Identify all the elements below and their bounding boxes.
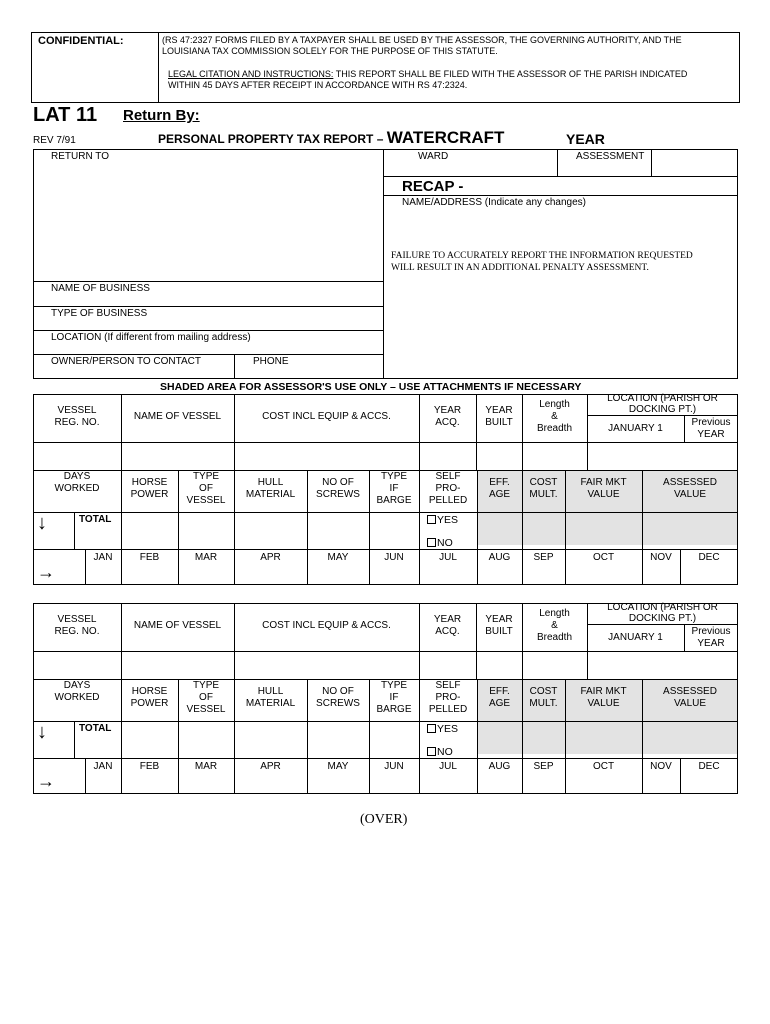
month-9-label: SEP xyxy=(533,761,554,772)
no-label: NO xyxy=(437,746,453,758)
cost-mult-label-2: MULT. xyxy=(529,489,558,500)
month-10-label: OCT xyxy=(592,761,615,772)
type-vessel-label-3: VESSEL xyxy=(186,495,226,506)
penalty-warning-1: FAILURE TO ACCURATELY REPORT THE INFORMATION REQUESTED xyxy=(391,251,693,261)
right-arrow-icon: → xyxy=(37,562,55,582)
month-9-label: SEP xyxy=(533,552,554,563)
month-7-label: JUL xyxy=(439,761,457,772)
vessel-reg-no-label: VESSEL xyxy=(57,405,97,416)
fair-market-value-label-2: VALUE xyxy=(587,698,620,709)
assessed-value-label: ASSESSED xyxy=(663,686,717,697)
return-to-label: RETURN TO xyxy=(51,151,109,162)
phone-field[interactable]: PHONE xyxy=(253,356,289,367)
recap-label: RECAP - xyxy=(402,178,464,195)
screws-label-2: SCREWS xyxy=(316,489,360,500)
previous-year-label-2: YEAR xyxy=(697,429,725,440)
month-2-label: FEB xyxy=(139,761,160,772)
previous-year-label: Previous xyxy=(691,417,731,428)
type-vessel-label: TYPE xyxy=(192,471,220,482)
length-breadth-label-3: Breadth xyxy=(536,632,573,643)
hull-material-label-2: MATERIAL xyxy=(245,489,296,500)
month-12-label: DEC xyxy=(698,552,720,563)
year-acq-label-2: ACQ. xyxy=(435,417,460,428)
assessed-value-label: ASSESSED xyxy=(663,477,717,488)
horse-power-label-2: POWER xyxy=(130,489,169,500)
month-7-label: JUL xyxy=(439,552,457,563)
yes-checkbox-icon xyxy=(427,515,436,524)
previous-year-label: Previous xyxy=(691,626,731,637)
month-8-label: AUG xyxy=(488,761,511,772)
form-title xyxy=(158,128,504,151)
name-address-label: NAME/ADDRESS (Indicate any changes) xyxy=(402,197,586,208)
cost-mult-label: COST xyxy=(529,477,558,488)
days-worked-label: DAYS xyxy=(63,471,91,482)
ward-label: WARD xyxy=(418,151,449,162)
horse-power-label: HORSE xyxy=(131,686,168,697)
form-title-main: WATERCRAFT xyxy=(386,128,505,147)
month-3-label: MAR xyxy=(194,761,218,772)
cost-mult-label-2: MULT. xyxy=(529,698,558,709)
yes-label: YES xyxy=(437,514,459,526)
eff-age-label: EFF. xyxy=(489,686,510,697)
form-code: LAT 11 xyxy=(33,104,98,126)
month-4-label: APR xyxy=(260,761,281,772)
year-built-label: YEAR xyxy=(485,614,513,625)
previous-year-label-2: YEAR xyxy=(697,638,725,649)
vessel-reg-no-label: VESSEL xyxy=(57,614,97,625)
name-of-business-field[interactable]: NAME OF BUSINESS xyxy=(51,283,150,294)
location-parish-label-2: DOCKING PT.) xyxy=(628,404,697,415)
month-6-label: JUN xyxy=(384,552,404,563)
self-propelled-label: SELF xyxy=(435,680,461,691)
vessel-name-label: NAME OF VESSEL xyxy=(133,620,222,631)
no-checkbox-icon xyxy=(427,747,436,756)
type-vessel-label-2: OF xyxy=(199,692,213,703)
yes-checkbox-icon xyxy=(427,724,436,733)
year-label: YEAR xyxy=(566,131,605,147)
eff-age-label-2: AGE xyxy=(488,489,511,500)
fair-market-value-label: FAIR MKT xyxy=(580,477,627,488)
no-checkbox-icon xyxy=(427,538,436,547)
eff-age-label: EFF. xyxy=(489,477,510,488)
year-acq-label: YEAR xyxy=(433,405,462,416)
month-1-label: JAN xyxy=(93,552,113,563)
self-propelled-label-2: PRO- xyxy=(435,483,461,494)
length-breadth-label-2: & xyxy=(551,411,558,422)
legal-text: THIS REPORT SHALL BE FILED WITH THE ASSESSOR OF THE PARISH INDICATED xyxy=(333,69,688,79)
self-propelled-yes-checkbox[interactable] xyxy=(427,723,458,735)
penalty-warning-2: WILL RESULT IN AN ADDITIONAL PENALTY ASSESSMENT. xyxy=(391,263,649,273)
hull-material-label: HULL xyxy=(257,686,284,697)
hull-material-label-2: MATERIAL xyxy=(245,698,296,709)
self-propelled-no-checkbox[interactable] xyxy=(427,537,453,549)
assessment-label: ASSESSMENT xyxy=(576,151,645,162)
total-label: TOTAL xyxy=(79,723,112,734)
self-propelled-no-checkbox[interactable] xyxy=(427,746,453,758)
year-built-label-2: BUILT xyxy=(485,417,513,428)
right-arrow-icon: → xyxy=(37,771,55,791)
month-10-label: OCT xyxy=(592,552,615,563)
year-acq-label: YEAR xyxy=(433,614,462,625)
over-label: (OVER) xyxy=(360,812,408,827)
location-field[interactable]: LOCATION (If different from mailing address) xyxy=(51,332,251,343)
month-1-label: JAN xyxy=(93,761,113,772)
january-1-label: JANUARY 1 xyxy=(608,632,663,643)
down-arrow-icon: ↓ xyxy=(37,512,47,534)
self-propelled-label-2: PRO- xyxy=(435,692,461,703)
month-12-label: DEC xyxy=(698,761,720,772)
form-title-prefix: PERSONAL PROPERTY TAX REPORT – xyxy=(158,132,387,146)
month-2-label: FEB xyxy=(139,552,160,563)
barge-label-3: BARGE xyxy=(376,495,412,506)
revision-label: REV 7/91 xyxy=(33,135,76,146)
length-breadth-label-3: Breadth xyxy=(536,423,573,434)
hull-material-label: HULL xyxy=(257,477,284,488)
month-5-label: MAY xyxy=(327,552,349,563)
days-worked-label-2: WORKED xyxy=(54,483,100,494)
barge-label-3: BARGE xyxy=(376,704,412,715)
self-propelled-label-3: PELLED xyxy=(428,495,468,506)
barge-label: TYPE xyxy=(380,680,408,691)
self-propelled-yes-checkbox[interactable] xyxy=(427,514,458,526)
self-propelled-label: SELF xyxy=(435,471,461,482)
type-vessel-label-2: OF xyxy=(199,483,213,494)
year-built-label-2: BUILT xyxy=(485,626,513,637)
confidential-label: CONFIDENTIAL: xyxy=(38,35,124,47)
vessel-name-label: NAME OF VESSEL xyxy=(133,411,222,422)
yes-label: YES xyxy=(437,723,459,735)
location-parish-label: LOCATION (PARISH OR xyxy=(607,602,718,613)
total-label: TOTAL xyxy=(79,514,112,525)
assessed-value-label-2: VALUE xyxy=(673,698,707,709)
screws-label: NO OF xyxy=(322,686,354,697)
legal-text-2: WITHIN 45 DAYS AFTER RECEIPT IN ACCORDANCE WITH RS 47:2324. xyxy=(168,80,468,90)
type-of-business-field[interactable]: TYPE OF BUSINESS xyxy=(51,308,148,319)
month-8-label: AUG xyxy=(488,552,511,563)
barge-label-2: IF xyxy=(389,483,399,494)
location-parish-label-2: DOCKING PT.) xyxy=(628,613,697,624)
statute-text-1: (RS 47:2327 FORMS FILED BY A TAXPAYER SHALL BE USED BY THE ASSESSOR, THE GOVERNING AUTHORITY, AND THE xyxy=(162,35,682,45)
january-1-label: JANUARY 1 xyxy=(608,423,663,434)
screws-label: NO OF xyxy=(322,477,354,488)
month-11-label: NOV xyxy=(650,552,672,563)
vessel-cost-label: COST INCL EQUIP & ACCS. xyxy=(262,411,391,422)
month-5-label: MAY xyxy=(327,761,349,772)
horse-power-label-2: POWER xyxy=(130,698,169,709)
fair-market-value-label-2: VALUE xyxy=(587,489,620,500)
down-arrow-icon: ↓ xyxy=(37,721,47,743)
shaded-area-note: SHADED AREA FOR ASSESSOR'S USE ONLY – USE ATTACHMENTS IF NECESSARY xyxy=(160,381,582,393)
assessed-value-label-2: VALUE xyxy=(673,489,707,500)
cost-mult-label: COST xyxy=(529,686,558,697)
year-acq-label-2: ACQ. xyxy=(435,626,460,637)
eff-age-label-2: AGE xyxy=(488,698,511,709)
legal-label: LEGAL CITATION AND INSTRUCTIONS: xyxy=(168,69,334,79)
return-by-label: Return By: xyxy=(123,107,200,124)
type-vessel-label-3: VESSEL xyxy=(186,704,226,715)
days-worked-label: DAYS xyxy=(63,680,91,691)
no-label: NO xyxy=(437,537,453,549)
horse-power-label: HORSE xyxy=(131,477,168,488)
length-breadth-label-2: & xyxy=(551,620,558,631)
barge-label: TYPE xyxy=(380,471,408,482)
barge-label-2: IF xyxy=(389,692,399,703)
month-4-label: APR xyxy=(260,552,281,563)
self-propelled-label-3: PELLED xyxy=(428,704,468,715)
screws-label-2: SCREWS xyxy=(316,698,360,709)
vessel-cost-label: COST INCL EQUIP & ACCS. xyxy=(262,620,391,631)
length-breadth-label: Length xyxy=(539,608,570,619)
type-vessel-label: TYPE xyxy=(192,680,220,691)
length-breadth-label: Length xyxy=(539,399,570,410)
month-3-label: MAR xyxy=(194,552,218,563)
days-worked-label-2: WORKED xyxy=(54,692,100,703)
owner-contact-field[interactable]: OWNER/PERSON TO CONTACT xyxy=(51,356,202,367)
month-6-label: JUN xyxy=(384,761,404,772)
vessel-reg-no-label-2: REG. NO. xyxy=(54,417,100,428)
month-11-label: NOV xyxy=(650,761,672,772)
location-parish-label: LOCATION (PARISH OR xyxy=(607,393,718,404)
year-built-label: YEAR xyxy=(485,405,513,416)
fair-market-value-label: FAIR MKT xyxy=(580,686,627,697)
vessel-reg-no-label-2: REG. NO. xyxy=(54,626,100,637)
statute-text-2: LOUISIANA TAX COMMISSION SOLELY FOR THE PURPOSE OF THIS STATUTE. xyxy=(162,46,498,56)
